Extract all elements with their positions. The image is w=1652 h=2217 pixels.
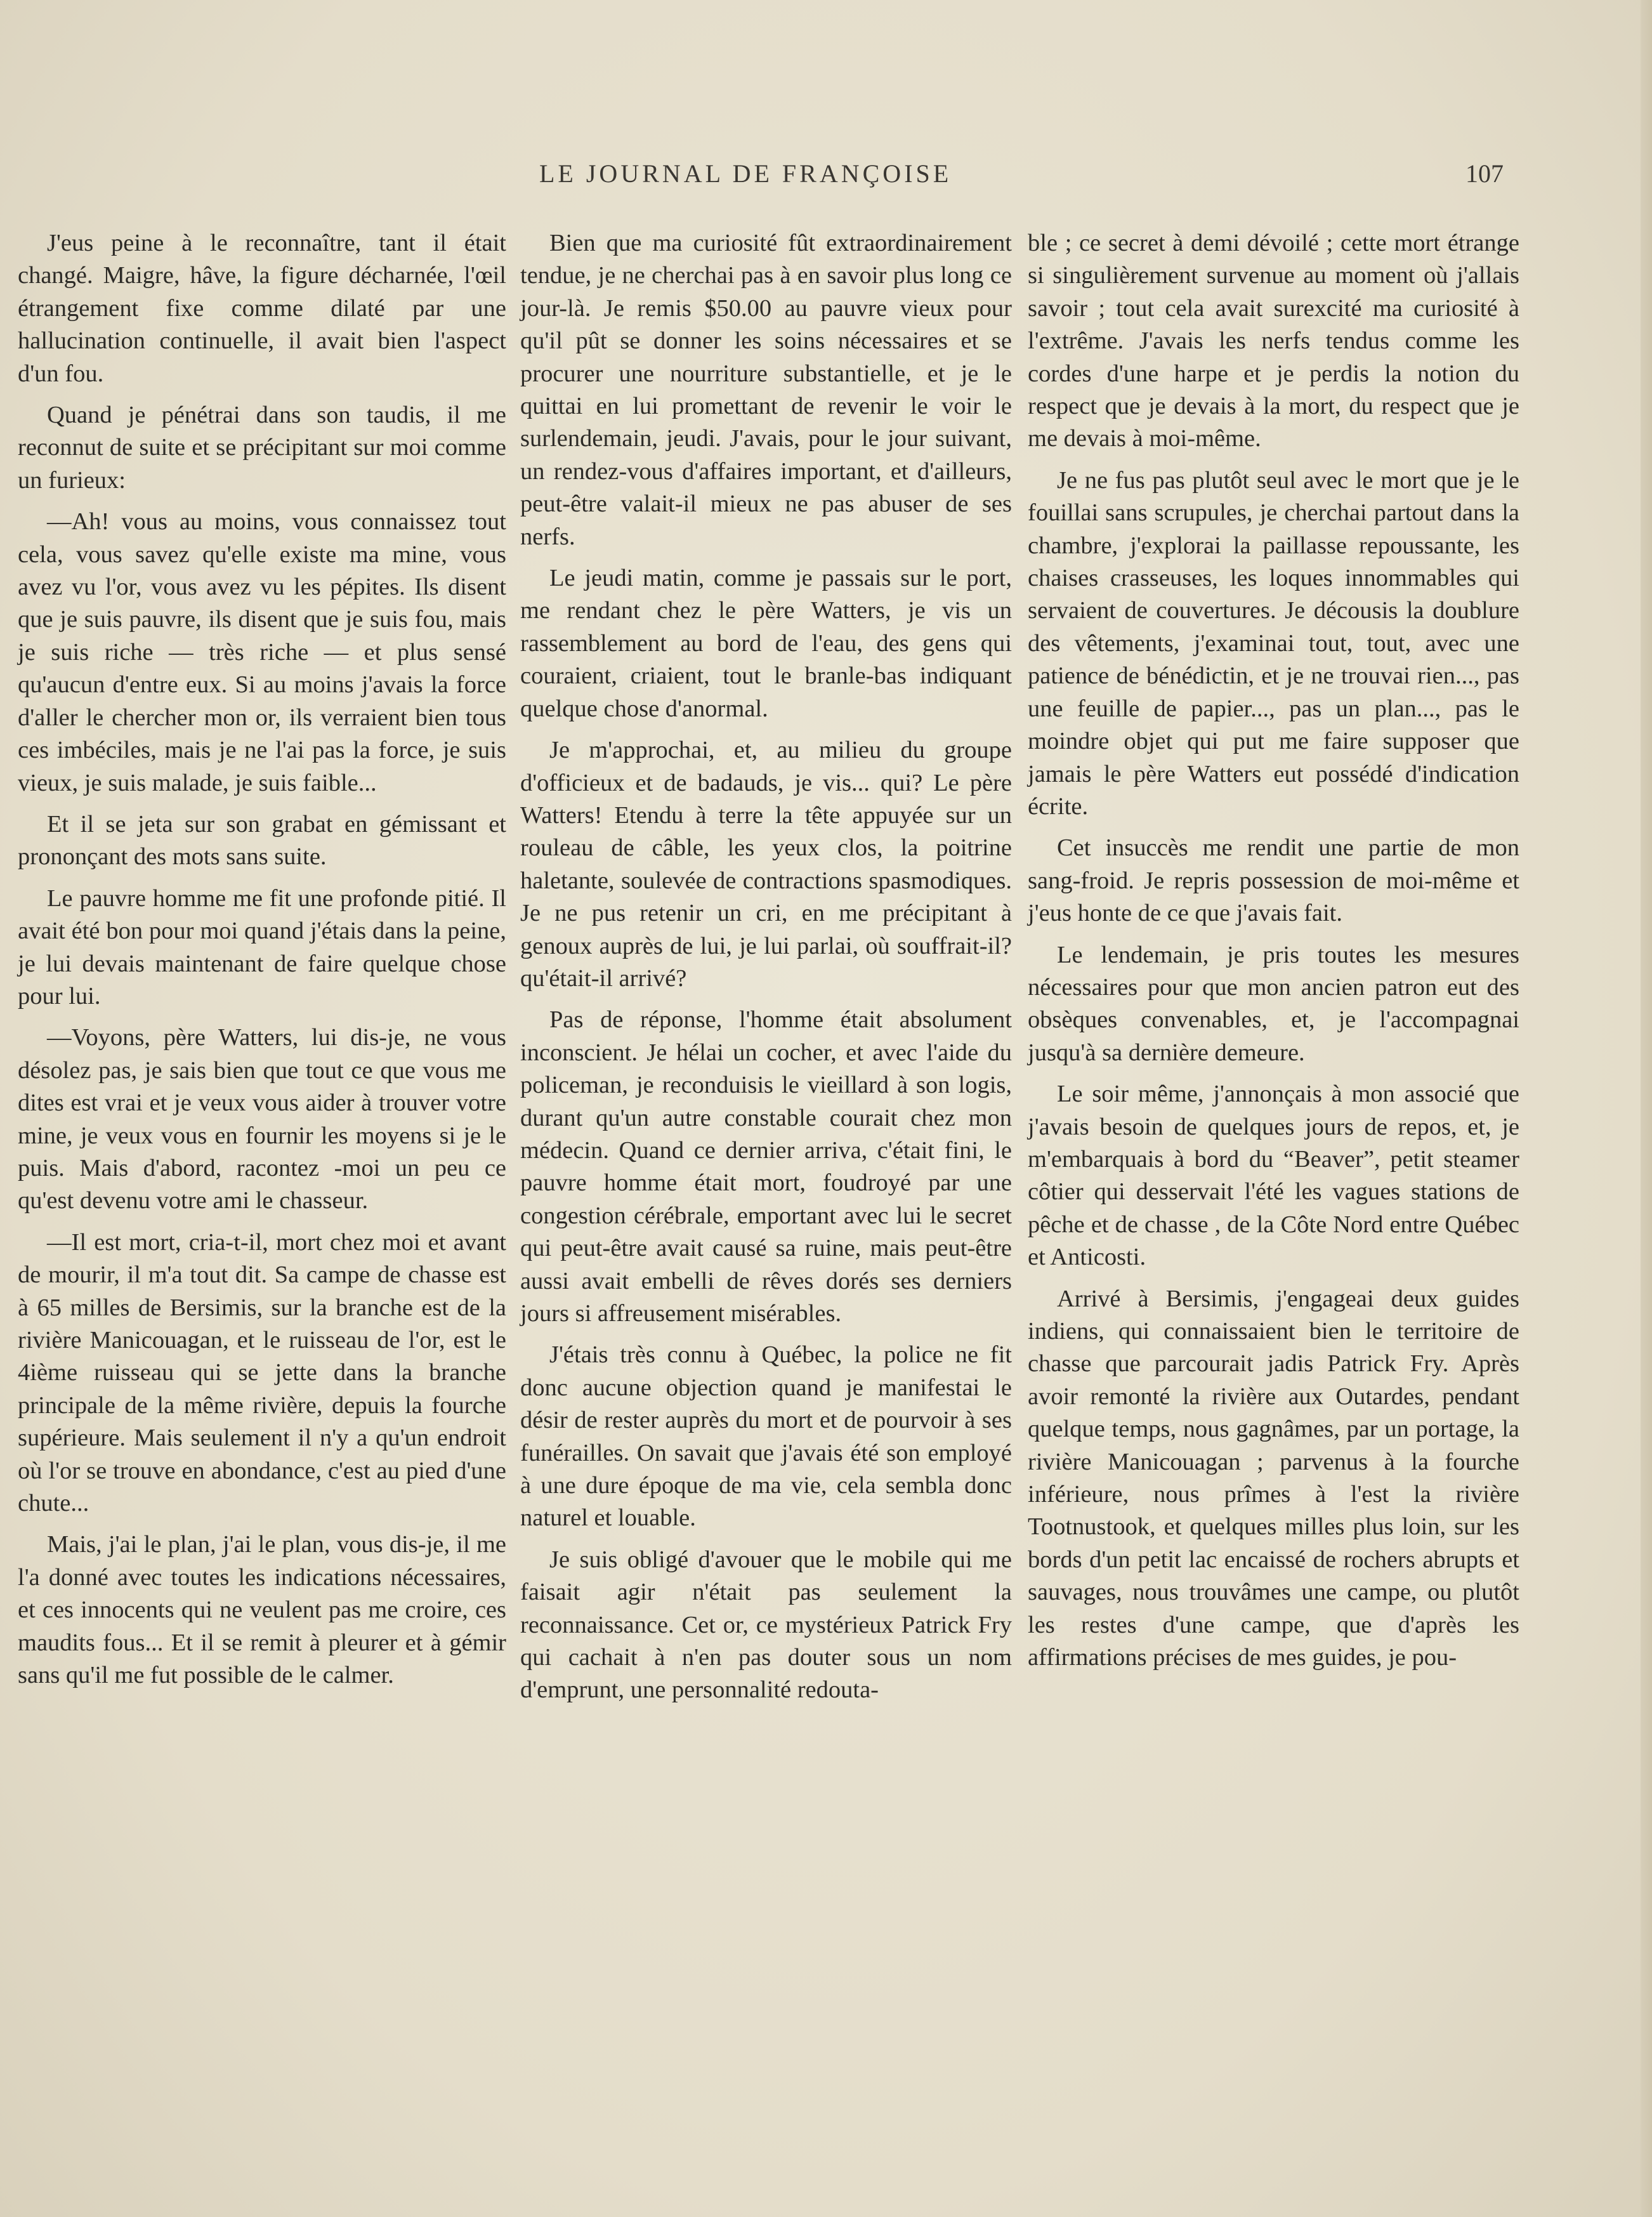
paragraph: Pas de réponse, l'homme était absolument inconscient. Je hélai un cocher, et avec l'aide du policeman, je reconduisis le vieillard à son logis, durant qu'un autre constable courait chez mon médecin. Quand ce dernier arriva, c'était fini, le pauvre homme était mort, foudroyé par une congestion cérébrale, emportant avec lui le secret qui peut-être avait causé sa ruine, mais peut-être aussi avait embelli de rêves dorés ses derniers jours si affreusement misérables. [520, 1006, 1012, 1327]
paragraph: Le lendemain, je pris toutes les mesures nécessaires pour que mon ancien patron eut des obsèques convenables, et, je l'accompagnai jusqu'à sa dernière demeure. [1028, 941, 1519, 1066]
paragraph: Mais, j'ai le plan, j'ai le plan, vous dis-je, il me l'a donné avec toutes les indications nécessaires, et ces innocents qui ne veulent pas me croire, ces maudits fous... Et il se remit à pleurer et à gémir sans qu'il me fut possible de le calmer. [18, 1531, 506, 1689]
paragraph: Le pauvre homme me fit une profonde pitié. Il avait été bon pour moi quand j'étais dans la peine, je lui devais maintenant de faire quelque chose pour lui. [18, 885, 506, 1010]
paragraph: —Voyons, père Watters, lui dis-je, ne vous désolez pas, je sais bien que tout ce que vous me dites est vrai et je veux vous aider à trouver votre mine, je veux vous en fournir les moyens si je le puis. Mais d'abord, racontez -moi un peu ce qu'est devenu votre ami le chasseur. [18, 1024, 506, 1214]
paragraph: Je ne fus pas plutôt seul avec le mort que je le fouillai sans scrupules, je cherchai partout dans la chambre, j'explorai la paillasse repoussante, les chaises crasseuses, les loques innommables qui servaient de couvertures. Je décousis la doublure des vêtements, j'examinai tout, tout, avec une patience de bénédictin, et je ne trouvai rien..., pas une feuille de papier..., pas un plan..., pas le moindre objet qui put me faire supposer que jamais le père Watters eut possédé d'indication écrite. [1028, 466, 1519, 820]
text-column-3 [1028, 227, 1519, 1683]
paragraph: Arrivé à Bersimis, j'engageai deux guides indiens, qui connaissaient bien le territoire de chasse que parcourait jadis Patrick Fry. Après avoir remonté la rivière aux Outardes, pendant quelque temps, nous gagnâmes, par un portage, la rivière Manicouagan ; parvenus à la fourche inférieure, nous prîmes à l'est la rivière Tootnustook, et quelques milles plus loin, sur les bords d'un petit lac encaissé de rochers abrupts et sauvages, nous trouvâmes une campe, ou plutôt les restes d'une campe, que d'après les affirmations précises de mes guides, je pou- [1028, 1285, 1519, 1671]
paragraph: —Ah! vous au moins, vous connaissez tout cela, vous savez qu'elle existe ma mine, vous avez vu l'or, vous avez vu les pépites. Ils disent que je suis pauvre, ils disent que je suis fou, mais je suis riche — très riche — et plus sensé qu'aucun d'entre eux. Si au moins j'avais la force d'aller le chercher mon or, ils verraient bien tous ces imbéciles, mais je ne l'ai pas la force, je suis vieux, je suis malade, je suis faible... [18, 508, 506, 796]
page-edge [1641, 0, 1652, 2217]
paragraph: Je m'approchai, et, au milieu du groupe d'officieux et de badauds, je vis... qui? Le père Watters! Etendu à terre la tête appuyée sur un rouleau de câble, les yeux clos, la poitrine haletante, soulevée de contractions spasmodiques. Je ne pus retenir un cri, en me précipitant à genoux auprès de lui, je lui parlai, où souffrait-il? qu'était-il arrivé? [520, 737, 1012, 992]
paragraph-continued: ble ; ce secret à demi dévoilé ; cette mort étrange si singulièrement survenue au moment où j'allais savoir ; tout cela avait surexcité ma curiosité à l'extrême. J'avais les nerfs tendus comme les cordes d'une harpe et je perdis la notion du respect que je devais à la mort, du respect que je me devais à moi-même. [1028, 230, 1519, 452]
paragraph: Bien que ma curiosité fût extraordinairement tendue, je ne cherchai pas à en savoir plus long ce jour-là. Je remis $50.00 au pauvre vieux pour qu'il pût se donner les soins nécessaires et se procurer une nourriture substantielle, et je le quittai en lui promettant de revenir le voir le surlendemain, jeudi. J'avais, pour le jour suivant, un rendez-vous d'affaires important, et d'ailleurs, peut-être valait-il mieux ne pas abuser de ses nerfs. [520, 230, 1012, 550]
paragraph: Le soir même, j'annonçais à mon associé que j'avais besoin de quelques jours de repos, et, je m'embarquais à bord du “Beaver”, petit steamer côtier qui desservait l'été les vagues stations de pêche et de chasse , de la Côte Nord entre Québec et Anticosti. [1028, 1081, 1519, 1271]
paragraph: Cet insuccès me rendit une partie de mon sang-froid. Je repris possession de moi-même et j'eus honte de ce que j'avais fait. [1028, 834, 1519, 927]
text-column-1 [18, 227, 506, 1701]
paragraph: Le jeudi matin, comme je passais sur le port, me rendant chez le père Watters, je vis un rassemblement au bord de l'eau, des gens qui couraient, criaient, tout le branle-bas indiquant quelque chose d'anormal. [520, 565, 1012, 722]
page-header [0, 159, 1652, 197]
paragraph: Je suis obligé d'avouer que le mobile qui me faisait agir n'était pas seulement la reconnaissance. Cet or, ce mystérieux Patrick Fry qui cachait à n'en pas douter sous un nom d'emprunt, une personnalité redouta- [520, 1546, 1012, 1704]
paragraph: Et il se jeta sur son grabat en gémissant et prononçant des mots sans suite. [18, 810, 506, 871]
page-number: 107 [1465, 159, 1504, 188]
paragraph: J'étais très connu à Québec, la police ne fit donc aucune objection quand je manifestai le désir de rester auprès du mort et de pourvoir à ses funérailles. On savait que j'avais été son employé à une dure époque de ma vie, cela sembla donc naturel et louable. [520, 1341, 1012, 1532]
paragraph: —Il est mort, cria-t-il, mort chez moi et avant de mourir, il m'a tout dit. Sa campe de chasse est à 65 milles de Bersimis, sur la branche est de la rivière Manicouagan, et le ruisseau de l'or, est le 4ième ruisseau qui se jette dans la branche principale de la même rivière, depuis la fourche supérieure. Mais seulement il n'y a qu'un endroit où l'or se trouve en abondance, c'est au pied d'une chute... [18, 1228, 506, 1517]
running-title: LE JOURNAL DE FRANÇOISE [539, 159, 952, 188]
paragraph: Quand je pénétrai dans son taudis, il me reconnut de suite et se précipitant sur moi comme un furieux: [18, 402, 506, 494]
text-column-2 [520, 227, 1012, 1716]
paragraph: J'eus peine à le reconnaître, tant il était changé. Maigre, hâve, la figure décharnée, l'œil étrangement fixe comme dilaté par une hallucination continuelle, il avait bien l'aspect d'un fou. [18, 230, 506, 387]
